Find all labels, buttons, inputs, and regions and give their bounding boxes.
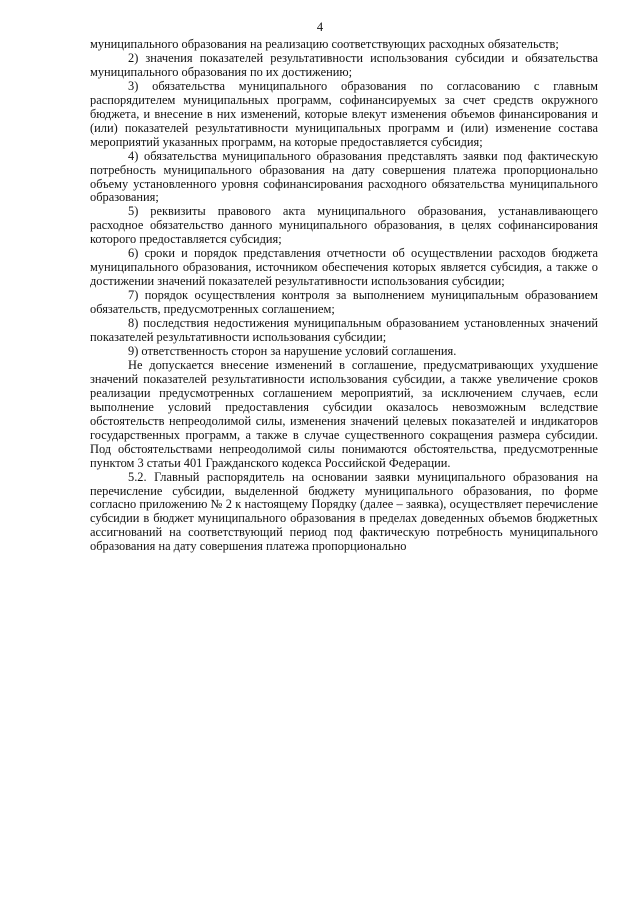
paragraph: Не допускается внесение изменений в соглашение, предусматривающих ухудшение значений показателей результативности использования субсидии, а также увеличение сроков реализации предусмотренных соглашением мероприятий, за исключением случаев, если выполнение условий предоставления субсидии оказалось невозможным вследствие обстоятельств непреодолимой силы, изменения значений целевых показателей и индикаторов государственных программ, а также в случае существенного сокращения размера субсидии. Под обстоятельствами непреодолимой силы понимаются обстоятельства, предусмотренные пунктом 3 статьи 401 Гражданского кодекса Российской Федерации. (90, 357, 598, 470)
page-number: 4 (316, 20, 324, 34)
document-body (90, 38, 598, 554)
paragraph: 5.2. Главный распорядитель на основании заявки муниципального образования на перечисление субсидии, выделенной бюджету муниципального образования, по форме согласно приложению № 2 к настоящему Порядку (далее – заявка), осуществляет перечисление субсидии в бюджет муниципального образования в пределах доведенных объемов бюджетных ассигнований на соответствующий период под фактическую потребность муниципального образования на дату совершения платежа пропорционально (90, 469, 598, 554)
paragraph: 6) сроки и порядок представления отчетности об осуществлении расходов бюджета муниципального образования, источником обеспечения которых является субсидия, а также о достижении значений показателей результативности использования субсидии; (90, 246, 598, 289)
paragraph: 9) ответственность сторон за нарушение условий соглашения. (128, 343, 457, 358)
paragraph: 3) обязательства муниципального образования по согласованию с главным распорядителем муниципальных программ, софинансируемых за счет средств окружного бюджета, и внесение в них изменений, которые влекут изменения объемов финансирования и (или) показателей результативности муниципальных программ и (или) изменение состава мероприятий указанных программ, на которые предоставляется субсидия; (90, 78, 598, 149)
paragraph: 2) значения показателей результативности использования субсидии и обязательства муниципального образования по их достижению; (90, 50, 598, 79)
paragraph: муниципального образования на реализацию соответствующих расходных обязательств; (90, 37, 559, 51)
paragraph: 5) реквизиты правового акта муниципального образования, устанавливающего расходное обязательство данного муниципального образования, в целях софинансирования которого предоставляется субсидия; (90, 204, 598, 247)
paragraph: 7) порядок осуществления контроля за выполнением муниципальным образованием обязательств, предусмотренных соглашением; (90, 288, 598, 317)
paragraph: 8) последствия недостижения муниципальным образованием установленных значений показателей результативности использования субсидии; (90, 316, 598, 345)
paragraph: 4) обязательства муниципального образования представлять заявки под фактическую потребность муниципального образования на дату совершения платежа пропорционально объему установленного уровня софинансирования расходного обязательства муниципального образования; (90, 148, 598, 205)
